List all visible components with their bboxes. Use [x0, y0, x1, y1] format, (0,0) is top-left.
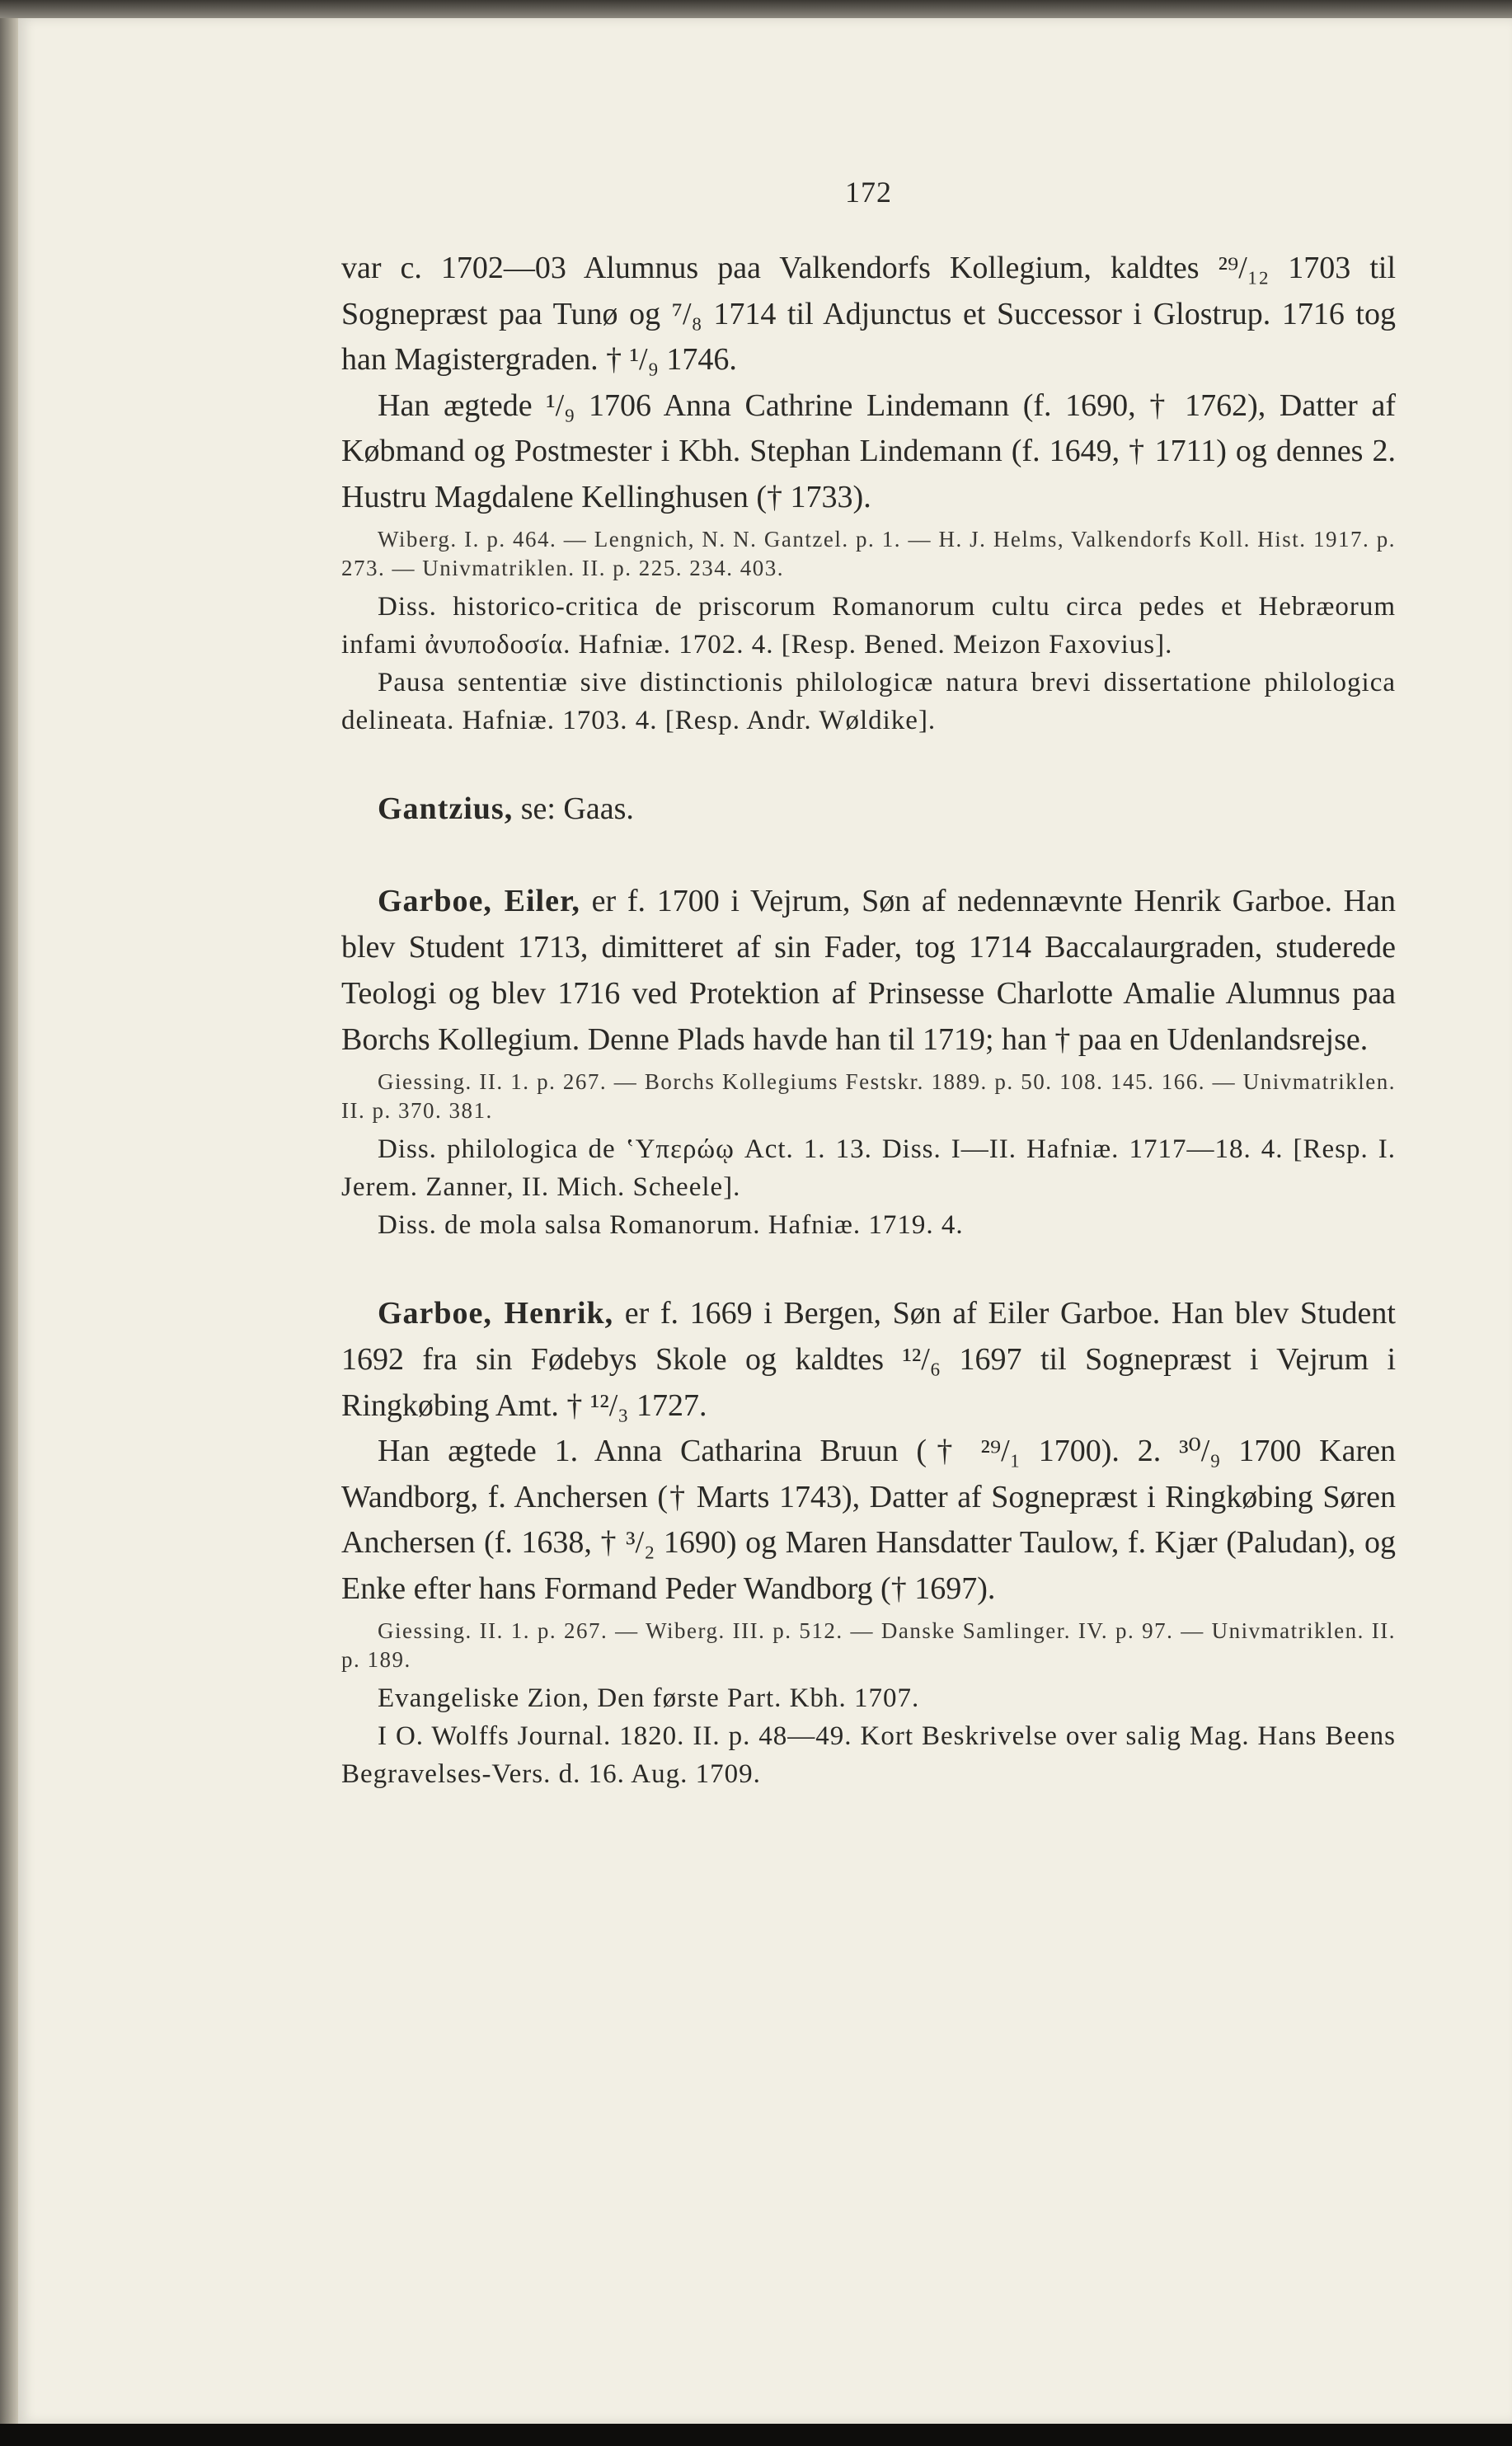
entry-paragraph: var c. 1702—03 Alumnus paa Valkendorfs Kollegium, kaldtes ²⁹/₁₂ 1703 til Sognepræst paa Tunø og ⁷/₈ 1714 til Adjunctus et Successor i Glostrup. 1716 tog han Magistergraden. † ¹/₉ 1746.	[341, 251, 1396, 377]
entry-name: Garboe, Eiler,	[378, 884, 580, 918]
entry-name: Gantzius,	[378, 791, 514, 826]
work-item: Diss. philologica de ʽΥπερώῳ Act. 1. 13. Diss. I—II. Hafniæ. 1717—18. 4. [Resp. I. Jerem. Zanner, II. Mich. Scheele].	[341, 1134, 1396, 1202]
sources: Giessing. II. 1. p. 267. — Borchs Kollegiums Festskr. 1889. p. 50. 108. 145. 166. — Univmatriklen. II. p. 370. 381.	[341, 1069, 1396, 1123]
work-item: Diss. historico-critica de priscorum Romanorum cultu circa pedes et Hebræorum infami ἀνυποδοσία. Hafniæ. 1702. 4. [Resp. Bened. Meizon Faxovius].	[341, 592, 1396, 660]
work-item: Diss. de mola salsa Romanorum. Hafniæ. 1719. 4.	[378, 1210, 964, 1240]
entry-heading	[341, 786, 1396, 832]
entry-name: Garboe, Henrik,	[378, 1296, 614, 1331]
sources: Giessing. II. 1. p. 267. — Wiberg. III. p. 512. — Danske Samlinger. IV. p. 97. — Univmatriklen. II. p. 189.	[341, 1618, 1396, 1672]
entry-paragraph: Garboe, Henrik, er f. 1669 i Bergen, Søn af Eiler Garboe. Han blev Student 1692 fra sin Fødebys Skole og kaldtes ¹²/₆ 1697 til Sognepræst i Vejrum i Ringkøbing Amt. † ¹²/₃ 1727.	[341, 1296, 1396, 1423]
entry-paragraph: Han ægtede ¹/₉ 1706 Anna Cathrine Lindemann (f. 1690, † 1762), Datter af Købmand og Postmester i Kbh. Stephan Lindemann (f. 1649, † 1711) og dennes 2. Hustru Magdalene Kellinghusen († 1733).	[341, 387, 1396, 514]
entry-garboe-henrik	[341, 1290, 1396, 1793]
work-item: I O. Wolffs Journal. 1820. II. p. 48—49. Kort Beskrivelse over salig Mag. Hans Beens Begravelses-Vers. d. 16. Aug. 1709.	[341, 1721, 1396, 1789]
entry-crossref: se: Gaas.	[513, 791, 634, 826]
entry-paragraph: Han ægtede 1. Anna Catharina Bruun († ²⁹/₁ 1700). 2. ³⁰/₉ 1700 Karen Wandborg, f. Anchersen († Marts 1743), Datter af Sognepræst i Ringkøbing Søren Anchersen (f. 1638, † ³/₂ 1690) og Maren Hansdatter Taulow, f. Kjær (Paludan), og Enke efter hans Formand Peder Wandborg († 1697).	[341, 1434, 1396, 1606]
scan-left-edge	[0, 18, 18, 2424]
page-content	[341, 175, 1396, 1793]
sources: Wiberg. I. p. 464. — Lengnich, N. N. Gantzel. p. 1. — H. J. Helms, Valkendorfs Koll. Hist. 1917. p. 273. — Univmatriklen. II. p. 225. 234. 403.	[341, 527, 1396, 580]
entry-gantzius	[341, 786, 1396, 832]
work-item: Pausa sententiæ sive distinctionis philologicæ natura brevi dissertatione philologica delineata. Hafniæ. 1703. 4. [Resp. Andr. Wøldike].	[341, 668, 1396, 735]
page-number: 172	[845, 176, 892, 209]
entry-paragraph: Garboe, Eiler, er f. 1700 i Vejrum, Søn af nedennævnte Henrik Garboe. Han blev Student 1713, dimitteret af sin Fader, tog 1714 Baccalaurgraden, studerede Teologi og blev 1716 ved Protektion af Prinsesse Charlotte Amalie Alumnus paa Borchs Kollegium. Denne Plads havde han til 1719; han † paa en Udenlandsrejse.	[341, 884, 1396, 1057]
entry-garboe-eiler	[341, 878, 1396, 1244]
scan-bottom-edge	[0, 2424, 1512, 2446]
entry-continuation	[341, 246, 1396, 739]
work-item: Evangeliske Zion, Den første Part. Kbh. 1707.	[378, 1683, 920, 1713]
